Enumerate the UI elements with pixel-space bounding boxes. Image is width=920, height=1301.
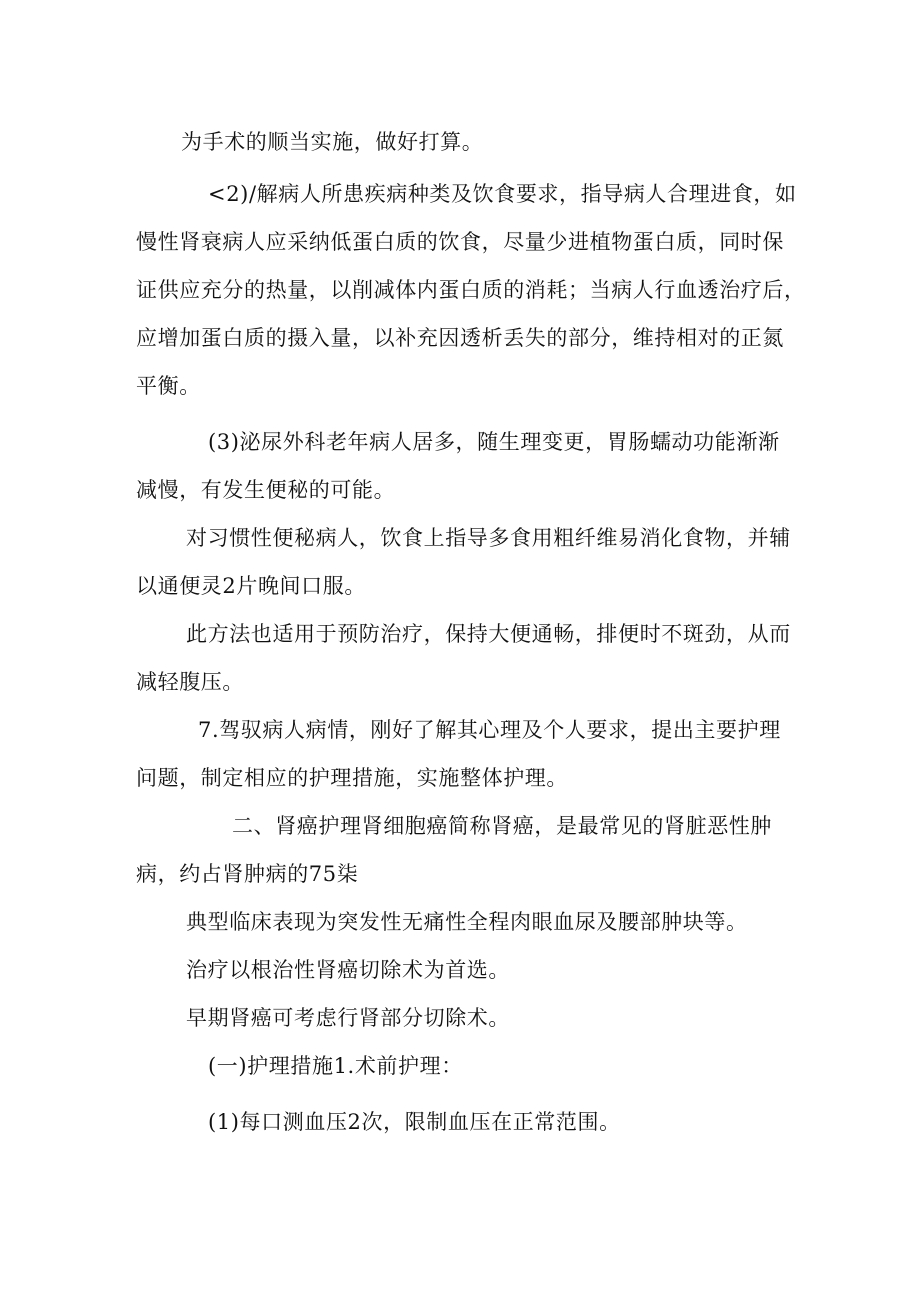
text-line: 为手术的顺当实施，做好打算。 <box>181 130 484 154</box>
text-line: 典型临床表现为突发性无痛性全程肉眼血尿及腰部肿块等。 <box>186 910 748 934</box>
text-line: 减轻腹压。 <box>136 670 244 694</box>
text-line: 应增加蛋白质的摄入量，以补充因透析丢失的部分，维持相对的正氮 <box>136 326 784 350</box>
text-line: <2)/解病人所患疾病种类及饮食要求，指导病人合理进食，如 <box>208 182 797 206</box>
text-line: 此方法也适用于预防治疗，保持大便通畅，排便时不斑劲，从而 <box>186 622 791 646</box>
text-line: 7.驾驭病人病情，刚好了解其心理及个人要求，提出主要护理 <box>198 718 781 742</box>
text-line: (1)每口测血压2次，限制血压在正常范围。 <box>208 1110 621 1134</box>
text-line: 早期肾癌可考虑行肾部分切除术。 <box>186 1006 510 1030</box>
text-line: 证供应充分的热量，以削减体内蛋白质的消耗；当病人行血透治疗后， <box>136 278 806 302</box>
text-line: (一)护理措施1.术前护理： <box>208 1054 463 1078</box>
text-line: 治疗以根治性肾癌切除术为首选。 <box>186 958 510 982</box>
text-line: 对习惯性便秘病人，饮食上指导多食用粗纤维易消化食物，并辅 <box>186 526 791 550</box>
text-line: 以通便灵2片晚间口服。 <box>136 574 366 598</box>
text-line: 问题，制定相应的护理措施，实施整体护理。 <box>136 766 568 790</box>
text-line: 平衡。 <box>136 374 201 398</box>
text-line: 慢性肾衰病人应采纳低蛋白质的饮食，尽量少进植物蛋白质，同时保 <box>136 230 784 254</box>
text-line: (3)泌尿外科老年病人居多，随生理变更，胃肠蠕动功能渐渐 <box>208 430 780 454</box>
text-line: 病，约占肾肿病的75柒 <box>136 862 359 886</box>
text-line: 二、肾癌护理肾细胞癌简称肾癌，是最常见的肾脏恶性肿 <box>232 814 772 838</box>
text-line: 减慢，有发生便秘的可能。 <box>136 478 396 502</box>
